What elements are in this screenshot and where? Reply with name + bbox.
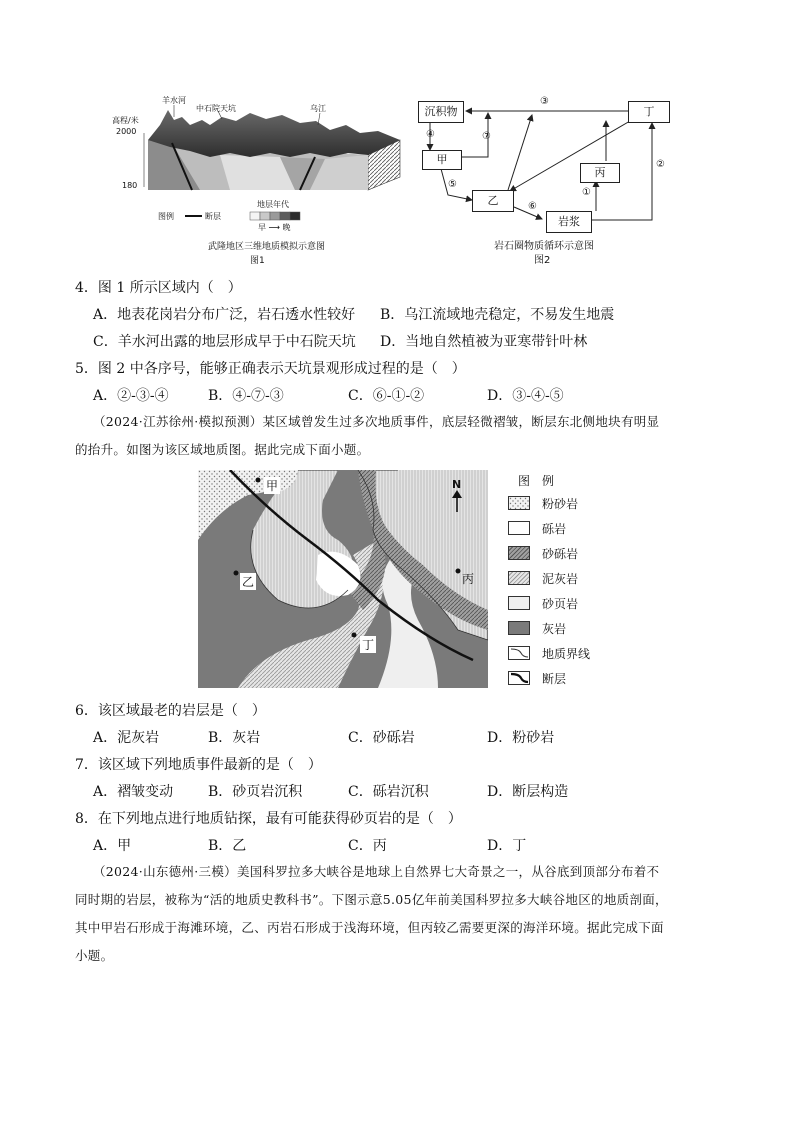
map-label-yi: 乙: [242, 575, 255, 589]
q7-stem: 7．该区域下列地质事件最新的是（ ）: [75, 757, 322, 773]
terrain-surface: [148, 110, 400, 157]
q4-stem: 4．图 1 所示区域内（ ）: [75, 280, 242, 296]
legend-swatch: [508, 496, 530, 510]
node-ding: 丁: [628, 101, 670, 123]
figure-2-number: 图2: [534, 255, 551, 266]
label-yangshui-river: 羊水河: [162, 96, 186, 105]
map-legend-title: 图 例: [518, 474, 555, 488]
q5-option-a: A．②-③-④: [93, 388, 169, 404]
legend-item-label: 灰岩: [542, 621, 567, 636]
legend-swatch: [508, 546, 530, 560]
age-swatch-2: [260, 212, 270, 220]
q8-option-a: A．甲: [93, 838, 132, 854]
legend-swatch: [508, 621, 530, 635]
q6-option-b: B．灰岩: [208, 730, 261, 746]
arrow-label-6: ⑥: [528, 201, 537, 212]
legend-label: 图例: [158, 212, 174, 221]
node-magma: 岩浆: [546, 211, 592, 233]
intro-1-line-1: （2024·江苏徐州·模拟预测）某区域曾发生过多次地质事件，底层轻微褶皱，断层东北侧地块有明显: [93, 414, 660, 429]
intro-2-line-3: 其中甲岩石形成于海滩环境，乙、丙岩石形成于浅海环境，但丙较乙需要更深的海洋环境。据此完成下面: [75, 920, 664, 935]
legend-item-geologic-boundary: [508, 645, 590, 661]
north-label: N: [452, 478, 462, 491]
legend-item-siltstone: [508, 495, 578, 511]
q7-option-d: D．断层构造: [487, 784, 569, 800]
legend-item-label: 泥灰岩: [542, 571, 579, 586]
legend-item-label: 地质界线: [542, 646, 591, 661]
north-arrow: [450, 478, 464, 512]
figure-2-caption: 岩石圈物质循环示意图: [494, 241, 594, 252]
age-swatch-3: [270, 212, 280, 220]
y-axis-label: 高程/米: [112, 116, 139, 125]
location-jia-dot: [256, 478, 261, 483]
q5-stem: 5．图 2 中各序号，能够正确表示天坑景观形成过程的是（ ）: [75, 361, 466, 377]
age-swatch-1: [250, 212, 260, 220]
location-yi-dot: [234, 571, 239, 576]
legend-item-fault: [508, 670, 566, 686]
node-bing: 丙: [580, 163, 620, 183]
location-ding-dot: [352, 633, 357, 638]
map-label-ding: 丁: [362, 638, 375, 652]
q4-option-b: B．乌江流域地壳稳定，不易发生地震: [380, 307, 615, 323]
legend-item-sandy-conglomerate: [508, 545, 578, 561]
q8-stem: 8．在下列地点进行地质钻探，最有可能获得砂页岩的是（ ）: [75, 811, 462, 827]
q8-option-c: C．丙: [348, 838, 387, 854]
arrow-label-2: ②: [656, 159, 665, 170]
geologic-map: [198, 470, 488, 688]
node-sediment: 沉积物: [418, 101, 464, 123]
q7-option-b: B．砂页岩沉积: [208, 784, 303, 800]
arrow-label-4: ④: [426, 129, 435, 140]
legend-item-label: 断层: [542, 671, 567, 686]
legend-item-label: 粉砂岩: [542, 496, 579, 511]
intro-1-line-2: 的抬升。如图为该区域地质图。据此完成下面小题。: [75, 442, 370, 457]
map-legend: [508, 470, 628, 690]
figure-1-caption: 武隆地区三维地质模拟示意图: [208, 242, 326, 252]
q6-option-d: D．粉砂岩: [487, 730, 555, 746]
figure-1-number: 图1: [250, 256, 265, 266]
age-direction: 早 ⟶ 晚: [258, 223, 291, 232]
q5-option-b: B．④-⑦-③: [208, 388, 284, 404]
legend-item-limestone: [508, 620, 566, 636]
north-arrow-icon: [450, 490, 464, 512]
map-label-bing: 丙: [462, 572, 475, 586]
q6-stem: 6．该区域最老的岩层是（ ）: [75, 703, 266, 719]
age-swatch-4: [280, 212, 290, 220]
strata-age-label: 地层年代: [257, 200, 289, 209]
label-tiankeng: 中石院天坑: [196, 104, 236, 113]
q7-option-c: C．砾岩沉积: [348, 784, 429, 800]
arrow-label-1: ①: [582, 187, 591, 198]
intro-2-line-4: 小题。: [75, 948, 114, 963]
legend-swatch: [508, 571, 530, 585]
q8-option-d: D．丁: [487, 838, 527, 854]
legend-swatch: [508, 646, 530, 660]
arrow-label-7: ⑦: [482, 131, 491, 142]
q4-option-a: A．地表花岗岩分布广泛，岩石透水性较好: [93, 307, 356, 323]
map-label-jia: 甲: [266, 479, 279, 493]
legend-swatch: [508, 596, 530, 610]
q4-option-c: C．羊水河出露的地层形成早于中石院天坑: [93, 334, 356, 350]
figure-1: [110, 95, 410, 270]
arrow-label-3: ③: [540, 96, 549, 107]
label-wu-river: 乌江: [310, 104, 326, 113]
node-yi: 乙: [472, 190, 514, 212]
intro-2-line-1: （2024·山东德州·三模）美国科罗拉多大峡谷是地球上自然界七大奇景之一，从谷底到顶部分布着不: [93, 864, 660, 879]
age-swatch-5: [290, 212, 300, 220]
q7-option-a: A．褶皱变动: [93, 784, 174, 800]
y-tick-180: 180: [122, 181, 138, 190]
q8-option-b: B．乙: [208, 838, 247, 854]
legend-swatch: [508, 521, 530, 535]
y-tick-2000: 2000: [116, 127, 137, 136]
node-jia: 甲: [422, 150, 462, 170]
legend-item-label: 砾岩: [542, 521, 567, 536]
q5-option-d: D．③-④-⑤: [487, 388, 564, 404]
legend-item-sandy-shale: [508, 595, 578, 611]
figure-2: [410, 95, 685, 270]
q6-option-a: A．泥灰岩: [93, 730, 160, 746]
legend-swatch: [508, 671, 530, 685]
arrow-label-5: ⑤: [448, 179, 457, 190]
fault-legend-label: 断层: [205, 212, 221, 221]
legend-item-marl: [508, 570, 578, 586]
q4-option-d: D．当地自然植被为亚寒带针叶林: [380, 334, 588, 350]
legend-item-label: 砂砾岩: [542, 546, 579, 561]
legend-item-label: 砂页岩: [542, 596, 579, 611]
intro-2-line-2: 同时期的岩层，被称为“活的地质史教科书”。下图示意5.05亿年前美国科罗拉多大峡谷地区的地质剖面，: [75, 892, 668, 907]
q5-option-c: C．⑥-①-②: [348, 388, 425, 404]
legend-item-conglomerate: [508, 520, 566, 536]
location-bing-dot: [456, 569, 461, 574]
q6-option-c: C．砂砾岩: [348, 730, 415, 746]
